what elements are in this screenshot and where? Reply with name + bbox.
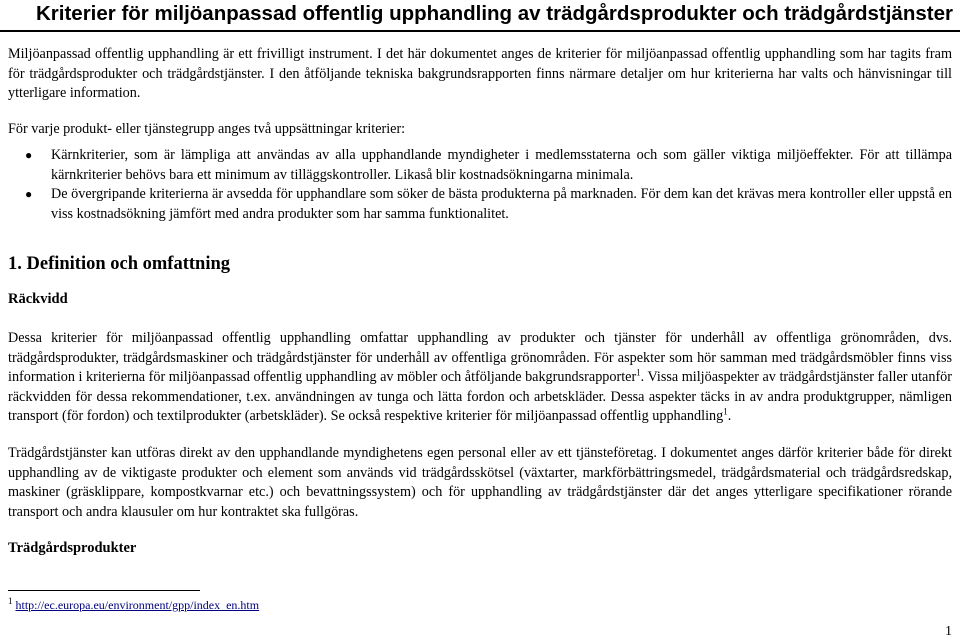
criteria-intro: För varje produkt- eller tjänstegrupp anges två uppsättningar kriterier: — [8, 121, 406, 137]
scope-paragraph — [8, 329, 952, 427]
title-bar — [0, 0, 960, 32]
page-number: 1 — [945, 624, 952, 639]
footnote-link[interactable]: http://ec.europa.eu/environment/gpp/index_en.htm — [15, 598, 260, 612]
criteria-list — [8, 146, 952, 224]
list-item — [8, 185, 952, 224]
footnote-divider — [8, 590, 200, 591]
footnote-number: 1 — [8, 596, 13, 606]
list-item — [8, 146, 952, 185]
document-title: Kriterier för miljöanpassad offentlig upphandling av trädgårdsprodukter och trädgårdstjänster — [36, 2, 953, 25]
scope-text: Dessa kriterier för miljöanpassad offentlig upphandling omfattar upphandling av produkter och tjänster för underhåll av offentliga grönområden, dvs. trädgårdsprodukter, trädgårdsmaskiner och trädgårdstjänster för underhåll av offentliga grönområden. För aspekter som hör samman med trädgårdsmöbler finns viss information i kriterierna för miljöanpassad offentlig upphandling av möbler och åtföljande bakgrundsrapporter — [8, 330, 952, 385]
bullet-icon: ● — [25, 187, 33, 201]
products-heading: Trädgårdsprodukter — [8, 540, 137, 556]
intro-paragraph: Miljöanpassad offentlig upphandling är ett frivilligt instrument. I det här dokumentet anges de kriterier för miljöanpassad offentlig upphandling som har tagits fram för trädgårdsprodukter och trädgårdstjänster. I den åtföljande tekniska bakgrundsrapporten finns närmare detaljer om hur kriterierna har valts och hänvisningar till ytterligare information. — [8, 46, 952, 101]
scope-text-continued: . Vissa miljöaspekter av trädgårdstjänster faller utanför räckvidden för dessa rekommendationer, t.ex. användningen av tunga och lätta fordon och arbetskläder. Dessa aspekter täcks in av andra produktgrupper, nämligen transport (för fordon) och textilprodukter (arbetskläder). Se också respektive kriterier för miljöanpassad offentlig upphandling — [8, 369, 952, 424]
services-paragraph: Trädgårdstjänster kan utföras direkt av den upphandlande myndighetens egen personal eller av ett tjänsteföretag. I dokumentet anges därför kriterier både för direkt upphandling av de viktigaste produkter och element som används vid trädgårdsskötsel (växtarter, markförbättringsmedel, trädgårdsmaterial och trädgårdsredskap, maskiner (gräsklippare, kompostkvarnar etc.) och bevattningssystem) och för upphandling av trädgårdstjänster där det anges ytterligare specifikationer rörande transport och andra klausuler om hur kontraktet ska fullgöras. — [8, 445, 952, 520]
scope-heading: Räckvidd — [8, 291, 68, 307]
footnote-ref[interactable]: 1 — [723, 406, 728, 417]
section-heading: 1. Definition och omfattning — [8, 254, 230, 274]
scope-text-end: . — [727, 408, 732, 424]
bullet-text: Kärnkriterier, som är lämpliga att användas av alla upphandlande myndigheter i medlemsstaterna och som gäller viktiga miljöeffekter. För att tillämpa kärnkriterier behövs bara ett minimum av tilläggskontroller. Likaså blir kostnadsökningarna minimala. — [51, 147, 952, 183]
footnote-ref[interactable]: 1 — [636, 367, 641, 378]
footnote — [8, 597, 259, 613]
bullet-text: De övergripande kriterierna är avsedda för upphandlare som söker de bästa produkterna på marknaden. För dem kan det krävas mera kontroller eller uppstå en viss kostnadsökning jämfört med andra produkter som har samma funktionalitet. — [51, 186, 952, 222]
bullet-icon: ● — [25, 148, 33, 162]
